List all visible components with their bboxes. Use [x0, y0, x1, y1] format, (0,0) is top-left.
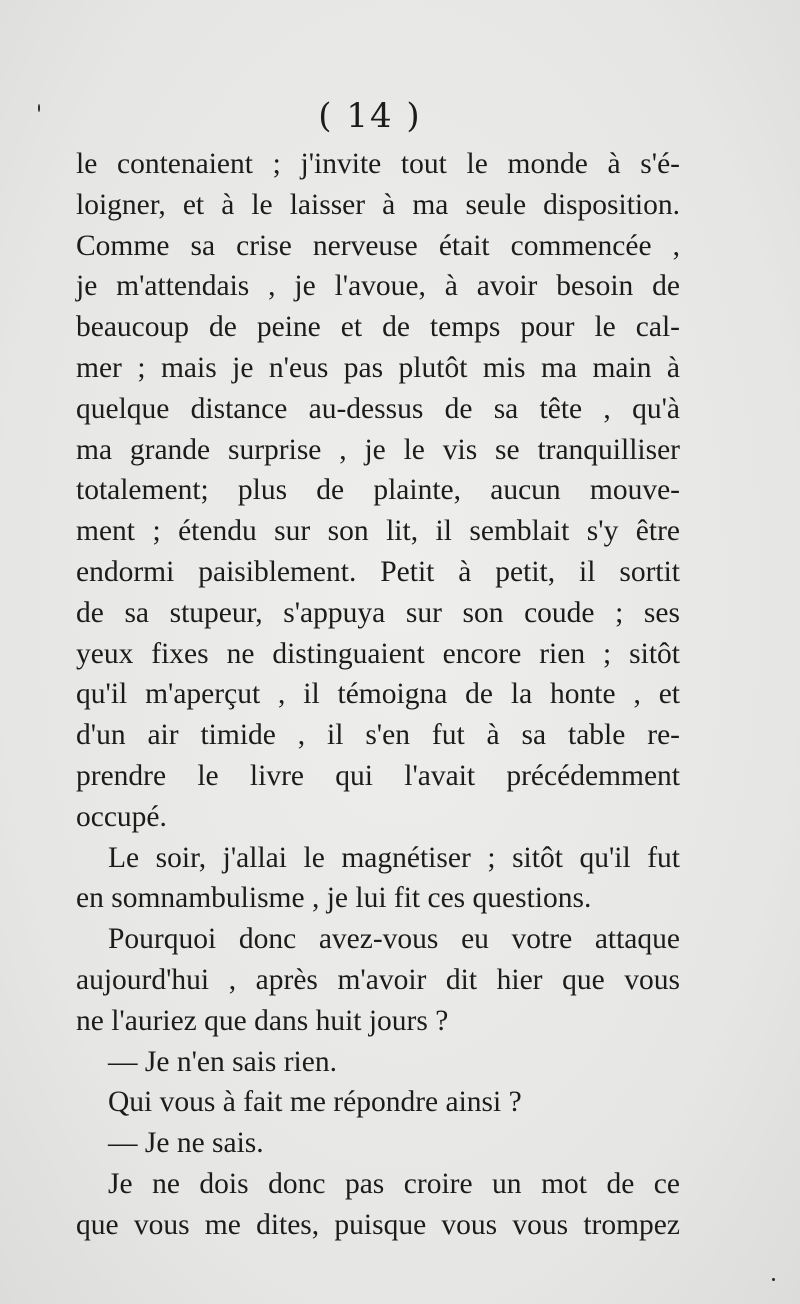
text-line: — Je ne sais.	[108, 1127, 264, 1160]
text-line: je m'attendais , je l'avoue, à avoir besoin de	[76, 270, 680, 303]
text-line: en somnambulisme , je lui fit ces questions.	[76, 882, 592, 915]
text-line: beaucoup de peine et de temps pour le cal-	[76, 311, 680, 344]
text-line: Pourquoi donc avez-vous eu votre attaque	[108, 923, 680, 956]
text-line: qu'il m'aperçut , il témoigna de la honte , et	[76, 678, 680, 711]
text-line: Comme sa crise nerveuse était commencée ,	[76, 229, 680, 262]
text-line: Le soir, j'allai le magnétiser ; sitôt qu'il fut	[108, 841, 680, 874]
text-line: loigner, et à le laisser à ma seule disposition.	[76, 188, 680, 221]
text-line: yeux fixes ne distinguaient encore rien ; sitôt	[76, 637, 680, 670]
text-line: quelque distance au-dessus de sa tête , qu'à	[76, 392, 680, 425]
text-line: occupé.	[76, 800, 167, 833]
text-line: que vous me dites, puisque vous vous trompez	[76, 1208, 680, 1241]
text-line: Qui vous à fait me répondre ainsi ?	[108, 1086, 522, 1119]
text-line: — Je n'en sais rien.	[108, 1045, 337, 1078]
text-line: prendre le livre qui l'avait précédemment	[76, 759, 680, 792]
text-line: d'un air timide , il s'en fut à sa table re-	[76, 719, 680, 752]
text-line: ma grande surprise , je le vis se tranquilliser	[76, 433, 680, 466]
text-line: endormi paisiblement. Petit à petit, il sortit	[76, 555, 680, 588]
page-number: ( 14 )	[318, 96, 422, 136]
text-line: aujourd'hui , après m'avoir dit hier que vous	[76, 963, 680, 996]
text-line: totalement; plus de plainte, aucun mouve-	[76, 474, 680, 507]
text-line: Je ne dois donc pas croire un mot de ce	[108, 1167, 680, 1200]
text-line: ne l'auriez que dans huit jours ?	[76, 1004, 449, 1037]
text-line: mer ; mais je n'eus pas plutôt mis ma main à	[76, 351, 680, 384]
text-line: le contenaient ; j'invite tout le monde à s'é-	[76, 148, 680, 180]
body-text	[76, 144, 680, 1246]
text-line: ment ; étendu sur son lit, il semblait s'y être	[76, 515, 680, 548]
text-line: de sa stupeur, s'appuya sur son coude ; ses	[76, 596, 680, 629]
ink-speck	[772, 1278, 775, 1281]
